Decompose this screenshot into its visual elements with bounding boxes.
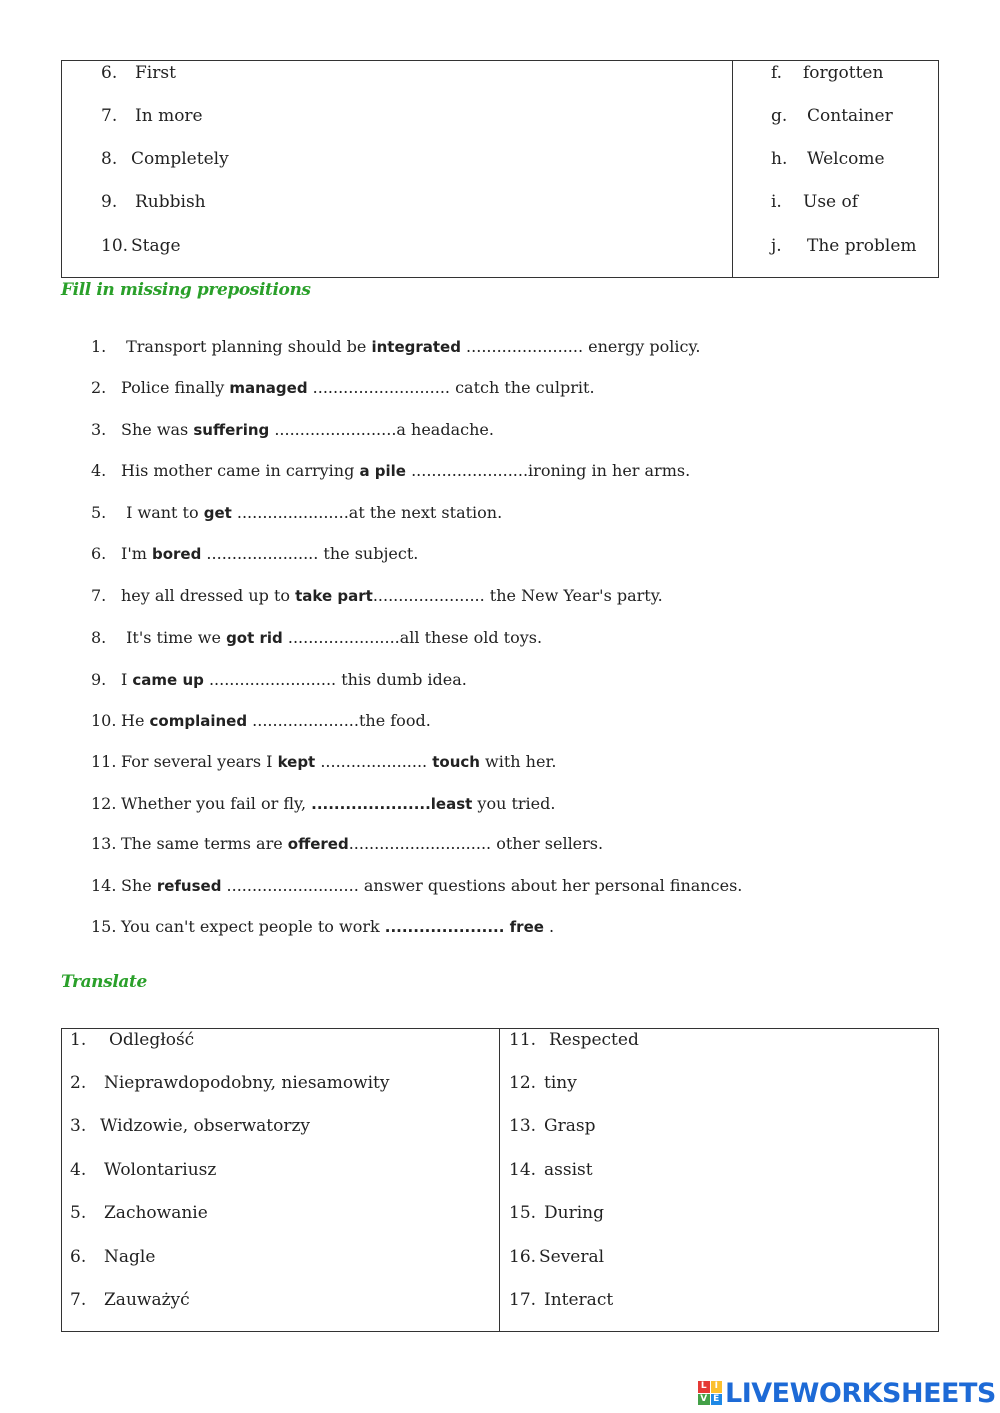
item-letter: g. (771, 106, 788, 126)
row-text: ..................... (315, 752, 433, 771)
exercise-row (91, 337, 700, 356)
row-text: She (121, 876, 157, 895)
item-text: Odległość (109, 1030, 195, 1050)
row-text: I'm (121, 544, 152, 563)
exercise-row (91, 461, 690, 480)
row-text: ....................... energy policy. (460, 337, 701, 356)
translate-right-item (509, 1247, 604, 1267)
row-number: 7. (91, 586, 107, 605)
brand-name: LIVEWORKSHEETS (725, 1377, 996, 1409)
match-left-item (101, 63, 176, 83)
key-phrase: take part (295, 587, 373, 605)
item-text: Nieprawdopodobny, niesamowity (104, 1073, 390, 1093)
exercise-row (91, 834, 603, 853)
row-text: His mother came in carrying (121, 461, 360, 480)
exercise-row (91, 420, 494, 439)
row-text: ........................a headache. (269, 420, 494, 439)
row-number: 9. (91, 670, 107, 689)
exercise-row (91, 794, 555, 813)
liveworksheets-logo[interactable] (698, 1378, 996, 1408)
row-text: .......................ironing in her arms. (405, 461, 691, 480)
key-phrase: integrated (371, 338, 461, 356)
exercise-row (91, 544, 418, 563)
match-left-item (101, 192, 206, 212)
translate-right-item (509, 1116, 595, 1136)
item-letter: i. (771, 192, 782, 212)
item-letter: j. (771, 236, 782, 256)
item-text: Nagle (104, 1247, 156, 1267)
translate-left-item (70, 1116, 310, 1136)
exercise-row (91, 628, 542, 647)
translate-right-item (509, 1160, 593, 1180)
item-text: Wolontariusz (104, 1160, 217, 1180)
item-letter: h. (771, 149, 788, 169)
item-letter: f. (771, 63, 783, 83)
match-right-item (771, 106, 893, 126)
key-phrase: offered (287, 835, 349, 853)
item-text: Stage (131, 236, 181, 256)
item-number: 8. (101, 149, 118, 169)
row-number: 5. (91, 503, 107, 522)
translate-right-item (509, 1073, 577, 1093)
row-text: .......................... answer questions about her personal finances. (221, 876, 743, 895)
row-text: you tried. (472, 794, 556, 813)
item-text: Welcome (807, 149, 885, 169)
row-text: Transport planning should be (121, 337, 372, 356)
row-text: hey all dressed up to (121, 586, 296, 605)
item-text: In more (135, 106, 203, 126)
row-text: The same terms are (121, 834, 288, 853)
item-number: 3. (70, 1116, 87, 1136)
match-left-item (101, 106, 203, 126)
item-number: 10. (101, 236, 129, 256)
item-number: 6. (70, 1247, 87, 1267)
brand-mark-icon (698, 1381, 722, 1405)
row-number: 4. (91, 461, 107, 480)
item-text: tiny (544, 1073, 577, 1093)
row-text: Police finally (121, 378, 230, 397)
item-number: 4. (70, 1160, 87, 1180)
key-phrase: got rid (226, 629, 283, 647)
item-number: 2. (70, 1073, 87, 1093)
item-text: Container (807, 106, 893, 126)
match-right-item (771, 236, 917, 256)
translate-left-item (70, 1030, 194, 1050)
item-text: Rubbish (135, 192, 206, 212)
exercise-row (91, 752, 556, 771)
matching-table (61, 60, 939, 278)
item-number: 11. (509, 1030, 537, 1050)
row-number: 3. (91, 420, 107, 439)
key-phrase: .....................least (311, 795, 473, 813)
row-text: You can't expect people to work (121, 917, 385, 936)
row-number: 13. (91, 834, 117, 853)
exercise-row (91, 917, 554, 936)
translate-right-item (509, 1290, 613, 1310)
logo-letter: I (711, 1381, 723, 1393)
item-number: 7. (101, 106, 118, 126)
row-text: ...................... the subject. (201, 544, 419, 563)
table-divider (499, 1029, 500, 1331)
translate-table (61, 1028, 939, 1332)
match-right-item (771, 192, 858, 212)
translate-left-item (70, 1203, 208, 1223)
item-number: 12. (509, 1073, 537, 1093)
match-left-item (101, 236, 181, 256)
row-number: 12. (91, 794, 117, 813)
match-left-item (101, 149, 229, 169)
row-text: Whether you fail or fly, (121, 794, 312, 813)
translate-left-item (70, 1073, 390, 1093)
item-number: 14. (509, 1160, 537, 1180)
translate-right-item (509, 1030, 639, 1050)
row-text: For several years I (121, 752, 278, 771)
row-text: ........................... catch the culprit. (307, 378, 595, 397)
key-phrase: refused (156, 877, 222, 895)
translate-left-item (70, 1160, 216, 1180)
item-text: Interact (544, 1290, 614, 1310)
key-phrase: touch (432, 753, 480, 771)
item-text: Widzowie, obserwatorzy (100, 1116, 311, 1136)
row-text: .....................the food. (247, 711, 431, 730)
item-text: Several (539, 1247, 605, 1267)
item-text: The problem (807, 236, 917, 256)
key-phrase: bored (151, 545, 202, 563)
key-phrase: kept (277, 753, 316, 771)
item-text: Completely (131, 149, 229, 169)
row-number: 1. (91, 337, 107, 356)
item-number: 7. (70, 1290, 87, 1310)
exercise-row (91, 586, 663, 605)
match-right-item (771, 149, 885, 169)
item-number: 15. (509, 1203, 537, 1223)
item-number: 9. (101, 192, 118, 212)
row-number: 8. (91, 628, 107, 647)
row-text: He (121, 711, 150, 730)
row-text: ......................at the next station. (231, 503, 503, 522)
row-number: 10. (91, 711, 117, 730)
key-phrase: came up (132, 671, 204, 689)
table-divider (732, 61, 733, 277)
key-phrase: complained (149, 712, 248, 730)
row-text: She was (121, 420, 194, 439)
row-text: It's time we (121, 628, 227, 647)
section-heading-prepositions: Fill in missing prepositions (61, 280, 311, 300)
row-number: 15. (91, 917, 117, 936)
row-number: 11. (91, 752, 117, 771)
row-text: ......................all these old toys. (282, 628, 543, 647)
row-text: ............................ other sellers. (348, 834, 604, 853)
exercise-row (91, 378, 595, 397)
item-number: 6. (101, 63, 118, 83)
item-text: During (544, 1203, 604, 1223)
row-number: 14. (91, 876, 117, 895)
row-text: with her. (479, 752, 557, 771)
key-phrase: a pile (359, 462, 406, 480)
exercise-row (91, 503, 502, 522)
key-phrase: get (203, 504, 232, 522)
logo-letter: V (698, 1394, 710, 1406)
logo-letter: L (698, 1381, 710, 1393)
row-text: ......................... this dumb idea. (203, 670, 467, 689)
item-text: Zachowanie (104, 1203, 208, 1223)
exercise-row (91, 670, 467, 689)
key-phrase: managed (229, 379, 308, 397)
item-number: 16. (509, 1247, 537, 1267)
match-right-item (771, 63, 883, 83)
translate-left-item (70, 1247, 155, 1267)
logo-letter: E (711, 1394, 723, 1406)
row-number: 2. (91, 378, 107, 397)
row-text: ...................... the New Year's party. (372, 586, 663, 605)
item-text: Respected (549, 1030, 639, 1050)
item-text: Zauważyć (104, 1290, 190, 1310)
item-text: Grasp (544, 1116, 596, 1136)
row-text: I want to (121, 503, 204, 522)
item-number: 5. (70, 1203, 87, 1223)
translate-right-item (509, 1203, 604, 1223)
section-heading-translate: Translate (61, 972, 147, 992)
item-number: 17. (509, 1290, 537, 1310)
exercise-row (91, 876, 742, 895)
key-phrase: ..................... free (384, 918, 544, 936)
item-text: forgotten (803, 63, 884, 83)
key-phrase: suffering (193, 421, 270, 439)
row-number: 6. (91, 544, 107, 563)
item-number: 13. (509, 1116, 537, 1136)
item-text: First (135, 63, 176, 83)
item-number: 1. (70, 1030, 87, 1050)
exercise-row (91, 711, 431, 730)
item-text: Use of (803, 192, 859, 212)
translate-left-item (70, 1290, 190, 1310)
row-text: . (543, 917, 555, 936)
row-text: I (121, 670, 133, 689)
item-text: assist (544, 1160, 593, 1180)
